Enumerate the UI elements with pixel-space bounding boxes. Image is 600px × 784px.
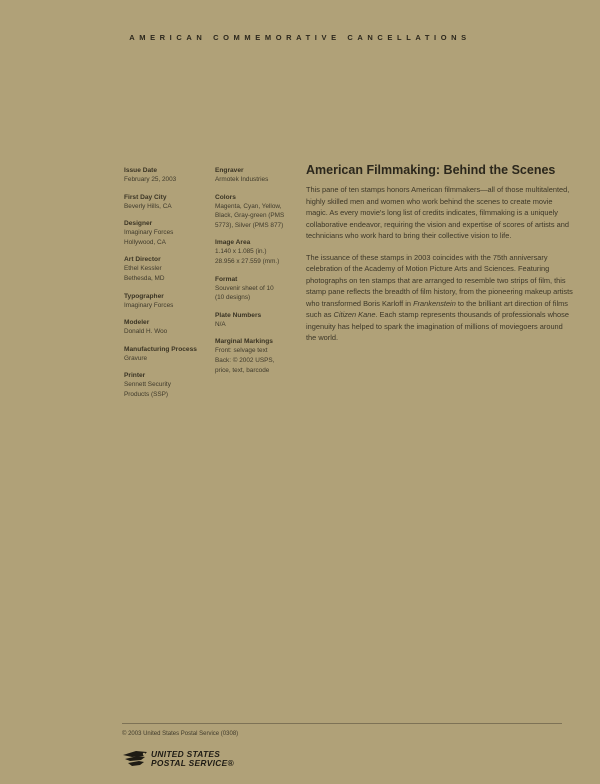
detail-label: Art Director bbox=[124, 256, 161, 264]
film-title-citizen-kane: Citizen Kane bbox=[333, 310, 376, 319]
detail-label: Colors bbox=[215, 193, 236, 201]
detail-label: Designer bbox=[124, 220, 153, 228]
detail-label: Typographer bbox=[124, 292, 164, 300]
paragraph-text: . Each stamp represents thousands of professionals whose ingenuity has helped to spark the imagination of millions of moviegoers around the world. bbox=[306, 310, 569, 342]
detail-value: Ethel Kessler Bethesda, MD bbox=[124, 265, 165, 282]
detail-field bbox=[124, 193, 212, 212]
detail-value: Donald H. Woo bbox=[124, 328, 168, 336]
usps-logo bbox=[122, 749, 234, 769]
page-header: AMERICAN COMMEMORATIVE CANCELLATIONS bbox=[129, 33, 471, 42]
article-paragraph-2 bbox=[306, 252, 574, 344]
detail-label: Image Area bbox=[215, 239, 251, 247]
detail-value: Imaginary Forces bbox=[124, 301, 174, 309]
detail-field bbox=[124, 318, 212, 337]
detail-value: Gravure bbox=[124, 354, 148, 362]
detail-label: Plate Numbers bbox=[215, 311, 262, 319]
detail-field bbox=[215, 166, 297, 185]
main-article bbox=[306, 162, 574, 354]
detail-value: Armotek Industries bbox=[215, 176, 269, 183]
detail-label: Engraver bbox=[215, 167, 244, 174]
detail-label: First Day City bbox=[124, 193, 167, 201]
detail-field bbox=[124, 219, 212, 247]
detail-value: Souvenir sheet of 10 (10 designs) bbox=[215, 284, 274, 302]
detail-field bbox=[215, 337, 297, 375]
detail-value: 1.140 x 1.085 (in.) 28.956 x 27.559 (mm.) bbox=[215, 248, 280, 265]
detail-field bbox=[215, 193, 297, 231]
paragraph-text: to the brilliant art direction of films such as bbox=[306, 298, 568, 319]
detail-value: Imaginary Forces Hollywood, CA bbox=[124, 229, 174, 246]
logo-text bbox=[151, 750, 234, 768]
detail-field bbox=[124, 166, 212, 185]
detail-label: Format bbox=[215, 275, 238, 283]
detail-field bbox=[124, 371, 212, 399]
detail-value: Sennett Security Products (SSP) bbox=[124, 381, 171, 398]
logo-line-1: UNITED STATES bbox=[151, 749, 221, 759]
detail-field bbox=[124, 345, 212, 364]
detail-field bbox=[215, 275, 297, 303]
copyright-notice: © 2003 United States Postal Service (0308) bbox=[122, 731, 239, 737]
details-column-left bbox=[124, 166, 212, 408]
film-title-frankenstein: Frankenstein bbox=[413, 298, 456, 308]
detail-label: Issue Date bbox=[124, 167, 157, 174]
detail-value: N/A bbox=[215, 320, 226, 328]
logo-line-2: POSTAL SERVICE® bbox=[151, 758, 234, 768]
detail-label: Modeler bbox=[124, 319, 150, 327]
eagle-icon bbox=[122, 749, 148, 769]
detail-field bbox=[124, 292, 212, 311]
details-column-right bbox=[215, 166, 297, 383]
detail-value: February 25, 2003 bbox=[124, 176, 177, 183]
detail-value: Magenta, Cyan, Yellow, Black, Gray-green (PMS 5773), Silver (PMS 877) bbox=[215, 202, 285, 229]
paragraph-text: The issuance of these stamps in 2003 coincides with the 75th anniversary celebration of the Academy of Motion Picture Arts and Sciences. Featuring photographs on ten stamps that are arranged to resemble two strips of film, this stamp pane reflects the breadth of film history, from the pioneering makeup artists who transformed Boris Karloff in bbox=[306, 252, 573, 308]
article-title: American Filmmaking: Behind the Scenes bbox=[306, 163, 556, 177]
detail-field bbox=[124, 255, 212, 283]
detail-value: Beverly Hills, CA bbox=[124, 202, 172, 210]
detail-value: Front: selvage text Back: © 2002 USPS, price, text, barcode bbox=[215, 347, 275, 374]
article-paragraph-1: This pane of ten stamps honors American filmmakers—all of those multitalented, highly skilled men and women who work behind the scenes to create movie magic. As every movie's long list of credits indicates, filmmaking is a uniquely collaborative endeavor, requiring the vision and expertise of scores of artists and technicians who work hard to bring their collective vision to life. bbox=[306, 185, 570, 240]
detail-field bbox=[215, 311, 297, 330]
detail-label: Manufacturing Process bbox=[124, 345, 197, 353]
detail-label: Printer bbox=[124, 372, 146, 380]
detail-label: Marginal Markings bbox=[215, 338, 273, 346]
detail-field bbox=[215, 238, 297, 266]
footer-divider bbox=[122, 723, 562, 724]
